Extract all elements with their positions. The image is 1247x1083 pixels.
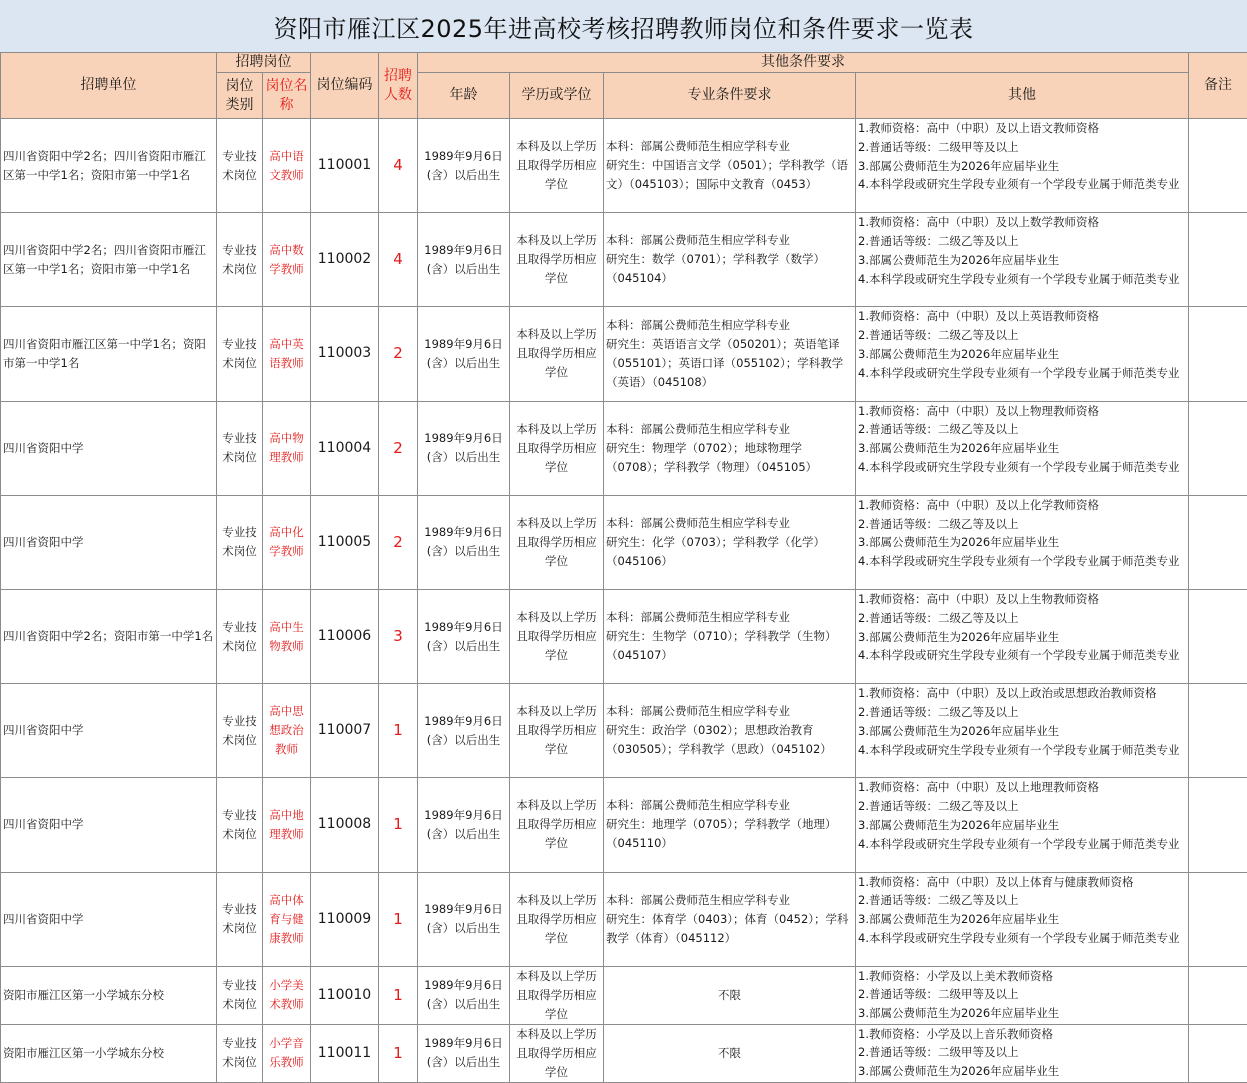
other-line: 2.普通话等级：二级乙等及以上 <box>858 703 1186 722</box>
post-type-cell: 专业技术岗位 <box>217 872 263 966</box>
other-line: 1.教师资格：小学及以上美术教师资格 <box>858 967 1186 986</box>
other-line: 1.教师资格：高中（中职）及以上地理教师资格 <box>858 778 1186 797</box>
table-row <box>1 401 1247 495</box>
post-type-cell: 专业技术岗位 <box>217 1024 263 1082</box>
other-line: 4.本科学段或研究生学段专业须有一个学段专业属于师范类专业 <box>858 364 1186 383</box>
remark-cell <box>1189 307 1247 401</box>
other-line: 1.教师资格：高中（中职）及以上政治或思想政治教师资格 <box>858 684 1186 703</box>
major-line: 本科：部属公费师范生相应学科专业 <box>606 514 853 533</box>
other-line: 1.教师资格：高中（中职）及以上生物教师资格 <box>858 590 1186 609</box>
table-row <box>1 495 1247 589</box>
major-line: 本科：部属公费师范生相应学科专业 <box>606 608 853 627</box>
table-row <box>1 307 1247 401</box>
table-body <box>1 119 1247 1083</box>
remark-cell <box>1189 778 1247 872</box>
table-row <box>1 119 1247 213</box>
header-other: 其他 <box>856 73 1189 119</box>
count-cell: 1 <box>379 1024 418 1082</box>
other-line: 2.普通话等级：二级甲等及以上 <box>858 1043 1186 1062</box>
post-name-cell: 高中语文教师 <box>263 119 311 213</box>
other-line: 4.本科学段或研究生学段专业须有一个学段专业属于师范类专业 <box>858 835 1186 854</box>
education-cell: 本科及以上学历且取得学历相应学位 <box>510 872 604 966</box>
major-cell <box>604 307 856 401</box>
major-line: 本科：部属公费师范生相应学科专业 <box>606 796 853 815</box>
post-name-cell: 高中生物教师 <box>263 589 311 683</box>
post-type-cell: 专业技术岗位 <box>217 966 263 1024</box>
post-code-cell: 110010 <box>311 966 379 1024</box>
header-post-type: 岗位类别 <box>217 73 263 119</box>
other-line: 1.教师资格：小学及以上音乐教师资格 <box>858 1025 1186 1044</box>
other-line: 1.教师资格：高中（中职）及以上英语教师资格 <box>858 307 1186 326</box>
other-cell <box>856 213 1189 307</box>
other-line: 3.部属公费师范生为2026年应届毕业生 <box>858 533 1186 552</box>
remark-cell <box>1189 119 1247 213</box>
count-cell: 3 <box>379 589 418 683</box>
other-line: 4.本科学段或研究生学段专业须有一个学段专业属于师范类专业 <box>858 270 1186 289</box>
other-cell <box>856 684 1189 778</box>
remark-cell <box>1189 684 1247 778</box>
age-cell: 1989年9月6日(含）以后出生 <box>418 684 510 778</box>
remark-cell <box>1189 872 1247 966</box>
remark-cell <box>1189 495 1247 589</box>
post-type-cell: 专业技术岗位 <box>217 589 263 683</box>
header-education: 学历或学位 <box>510 73 604 119</box>
post-type-cell: 专业技术岗位 <box>217 213 263 307</box>
count-cell: 1 <box>379 778 418 872</box>
major-line: 研究生：数学（0701）；学科教学（数学）（045104） <box>606 250 853 288</box>
post-name-cell: 高中思想政治教师 <box>263 684 311 778</box>
post-type-cell: 专业技术岗位 <box>217 684 263 778</box>
header-post-group: 招聘岗位 <box>217 53 311 73</box>
post-type-cell: 专业技术岗位 <box>217 401 263 495</box>
header-remark: 备注 <box>1189 53 1247 119</box>
other-cell <box>856 307 1189 401</box>
other-line: 4.本科学段或研究生学段专业须有一个学段专业属于师范类专业 <box>858 458 1186 477</box>
post-code-cell: 110006 <box>311 589 379 683</box>
age-cell: 1989年9月6日(含）以后出生 <box>418 589 510 683</box>
other-cell <box>856 778 1189 872</box>
major-cell <box>604 1024 856 1082</box>
table-row <box>1 1024 1247 1082</box>
education-cell: 本科及以上学历且取得学历相应学位 <box>510 307 604 401</box>
unit-cell: 四川省资阳中学2名；四川省资阳市雁江区第一中学1名；资阳市第一中学1名 <box>1 213 217 307</box>
unit-cell: 四川省资阳中学 <box>1 401 217 495</box>
post-type-cell: 专业技术岗位 <box>217 307 263 401</box>
post-name-cell: 高中数学教师 <box>263 213 311 307</box>
count-cell: 4 <box>379 119 418 213</box>
major-line: 本科：部属公费师范生相应学科专业 <box>606 231 853 250</box>
post-name-cell: 高中体育与健康教师 <box>263 872 311 966</box>
major-cell <box>604 966 856 1024</box>
post-code-cell: 110008 <box>311 778 379 872</box>
major-line: 研究生：政治学（0302）；思想政治教育（030505）；学科教学（思政）（045102） <box>606 721 853 759</box>
education-cell: 本科及以上学历且取得学历相应学位 <box>510 401 604 495</box>
other-line: 4.本科学段或研究生学段专业须有一个学段专业属于师范类专业 <box>858 646 1186 665</box>
age-cell: 1989年9月6日(含）以后出生 <box>418 1024 510 1082</box>
other-line: 1.教师资格：高中（中职）及以上体育与健康教师资格 <box>858 873 1186 892</box>
unit-cell: 资阳市雁江区第一小学城东分校 <box>1 966 217 1024</box>
education-cell: 本科及以上学历且取得学历相应学位 <box>510 1024 604 1082</box>
major-cell <box>604 401 856 495</box>
education-cell: 本科及以上学历且取得学历相应学位 <box>510 589 604 683</box>
unit-cell: 资阳市雁江区第一小学城东分校 <box>1 1024 217 1082</box>
age-cell: 1989年9月6日(含）以后出生 <box>418 495 510 589</box>
other-cell <box>856 401 1189 495</box>
other-line: 4.本科学段或研究生学段专业须有一个学段专业属于师范类专业 <box>858 175 1186 194</box>
major-cell <box>604 589 856 683</box>
header-major: 专业条件要求 <box>604 73 856 119</box>
other-line: 2.普通话等级：二级甲等及以上 <box>858 138 1186 157</box>
other-line: 1.教师资格：高中（中职）及以上化学教师资格 <box>858 496 1186 515</box>
remark-cell <box>1189 966 1247 1024</box>
post-code-cell: 110005 <box>311 495 379 589</box>
table-row <box>1 778 1247 872</box>
education-cell: 本科及以上学历且取得学历相应学位 <box>510 213 604 307</box>
other-cell <box>856 495 1189 589</box>
major-line: 本科：部属公费师范生相应学科专业 <box>606 420 853 439</box>
header-age: 年龄 <box>418 73 510 119</box>
remark-cell <box>1189 213 1247 307</box>
major-line: 研究生：生物学（0710）；学科教学（生物）（045107） <box>606 627 853 665</box>
other-line: 4.本科学段或研究生学段专业须有一个学段专业属于师范类专业 <box>858 929 1186 948</box>
remark-cell <box>1189 1024 1247 1082</box>
other-line: 3.部属公费师范生为2026年应届毕业生 <box>858 910 1186 929</box>
other-line: 4.本科学段或研究生学段专业须有一个学段专业属于师范类专业 <box>858 741 1186 760</box>
other-line: 3.部属公费师范生为2026年应届毕业生 <box>858 157 1186 176</box>
post-code-cell: 110011 <box>311 1024 379 1082</box>
count-cell: 2 <box>379 307 418 401</box>
major-cell <box>604 213 856 307</box>
unit-cell: 四川省资阳中学 <box>1 684 217 778</box>
table-row <box>1 684 1247 778</box>
major-cell <box>604 119 856 213</box>
count-cell: 1 <box>379 684 418 778</box>
header-unit: 招聘单位 <box>1 53 217 119</box>
post-name-cell: 小学音乐教师 <box>263 1024 311 1082</box>
other-line: 3.部属公费师范生为2026年应届毕业生 <box>858 439 1186 458</box>
other-line: 2.普通话等级：二级乙等及以上 <box>858 797 1186 816</box>
other-line: 2.普通话等级：二级乙等及以上 <box>858 515 1186 534</box>
other-line: 3.部属公费师范生为2026年应届毕业生 <box>858 1062 1186 1081</box>
table-row <box>1 872 1247 966</box>
other-line: 3.部属公费师范生为2026年应届毕业生 <box>858 628 1186 647</box>
header-post-code: 岗位编码 <box>311 53 379 119</box>
other-line: 3.部属公费师范生为2026年应届毕业生 <box>858 722 1186 741</box>
header-other-group: 其他条件要求 <box>418 53 1189 73</box>
age-cell: 1989年9月6日(含）以后出生 <box>418 213 510 307</box>
unit-cell: 四川省资阳市雁江区第一中学1名；资阳市第一中学1名 <box>1 307 217 401</box>
education-cell: 本科及以上学历且取得学历相应学位 <box>510 966 604 1024</box>
education-cell: 本科及以上学历且取得学历相应学位 <box>510 778 604 872</box>
unit-cell: 四川省资阳中学2名；资阳市第一中学1名 <box>1 589 217 683</box>
unit-cell: 四川省资阳中学2名；四川省资阳市雁江区第一中学1名；资阳市第一中学1名 <box>1 119 217 213</box>
major-line: 本科：部属公费师范生相应学科专业 <box>606 891 853 910</box>
other-line: 1.教师资格：高中（中职）及以上语文教师资格 <box>858 119 1186 138</box>
page-title: 资阳市雁江区2025年进高校考核招聘教师岗位和条件要求一览表 <box>273 9 973 44</box>
post-code-cell: 110003 <box>311 307 379 401</box>
post-code-cell: 110004 <box>311 401 379 495</box>
unit-cell: 四川省资阳中学 <box>1 778 217 872</box>
other-line: 2.普通话等级：二级乙等及以上 <box>858 326 1186 345</box>
other-line: 2.普通话等级：二级乙等及以上 <box>858 609 1186 628</box>
post-type-cell: 专业技术岗位 <box>217 119 263 213</box>
recruitment-table <box>0 52 1247 1083</box>
other-cell <box>856 119 1189 213</box>
major-line: 本科：部属公费师范生相应学科专业 <box>606 702 853 721</box>
age-cell: 1989年9月6日(含）以后出生 <box>418 119 510 213</box>
major-cell <box>604 495 856 589</box>
post-code-cell: 110001 <box>311 119 379 213</box>
other-line: 2.普通话等级：二级乙等及以上 <box>858 420 1186 439</box>
post-code-cell: 110007 <box>311 684 379 778</box>
unit-cell: 四川省资阳中学 <box>1 872 217 966</box>
table-row <box>1 589 1247 683</box>
post-name-cell: 高中化学教师 <box>263 495 311 589</box>
header-count: 招聘人数 <box>379 53 418 119</box>
post-type-cell: 专业技术岗位 <box>217 778 263 872</box>
unit-cell: 四川省资阳中学 <box>1 495 217 589</box>
count-cell: 1 <box>379 966 418 1024</box>
major-line: 研究生：地理学（0705）；学科教学（地理）（045110） <box>606 815 853 853</box>
education-cell: 本科及以上学历且取得学历相应学位 <box>510 495 604 589</box>
other-line: 3.部属公费师范生为2026年应届毕业生 <box>858 345 1186 364</box>
major-cell <box>604 778 856 872</box>
major-cell <box>604 872 856 966</box>
other-line: 3.部属公费师范生为2026年应届毕业生 <box>858 1004 1186 1023</box>
count-cell: 2 <box>379 495 418 589</box>
other-line: 2.普通话等级：二级乙等及以上 <box>858 891 1186 910</box>
major-line: 研究生：物理学（0702）；地球物理学（0708）；学科教学（物理）（045105） <box>606 439 853 477</box>
major-line: 研究生：体育学（0403）；体育（0452）；学科教学（体育）（045112） <box>606 910 853 948</box>
major-line: 本科：部属公费师范生相应学科专业 <box>606 316 853 335</box>
page-title-bar <box>0 0 1247 53</box>
age-cell: 1989年9月6日(含）以后出生 <box>418 307 510 401</box>
major-line: 研究生：英语语言文学（050201）；英语笔译（055101）；英语口译（055102）；学科教学（英语）（045108） <box>606 335 853 392</box>
major-cell <box>604 684 856 778</box>
major-line: 不限 <box>606 1044 853 1063</box>
major-line: 本科：部属公费师范生相应学科专业 <box>606 137 853 156</box>
post-name-cell: 高中英语教师 <box>263 307 311 401</box>
age-cell: 1989年9月6日(含）以后出生 <box>418 966 510 1024</box>
other-line: 4.本科学段或研究生学段专业须有一个学段专业属于师范类专业 <box>858 552 1186 571</box>
age-cell: 1989年9月6日(含）以后出生 <box>418 872 510 966</box>
education-cell: 本科及以上学历且取得学历相应学位 <box>510 684 604 778</box>
post-name-cell: 高中物理教师 <box>263 401 311 495</box>
count-cell: 2 <box>379 401 418 495</box>
remark-cell <box>1189 401 1247 495</box>
major-line: 研究生：中国语言文学（0501）；学科教学（语文）（045103）；国际中文教育（0453） <box>606 156 853 194</box>
post-code-cell: 110009 <box>311 872 379 966</box>
count-cell: 1 <box>379 872 418 966</box>
remark-cell <box>1189 589 1247 683</box>
other-line: 1.教师资格：高中（中职）及以上数学教师资格 <box>858 213 1186 232</box>
other-line: 2.普通话等级：二级乙等及以上 <box>858 232 1186 251</box>
table-row <box>1 213 1247 307</box>
education-cell: 本科及以上学历且取得学历相应学位 <box>510 119 604 213</box>
table-row <box>1 966 1247 1024</box>
major-line: 不限 <box>606 986 853 1005</box>
post-name-cell: 小学美术教师 <box>263 966 311 1024</box>
other-line: 1.教师资格：高中（中职）及以上物理教师资格 <box>858 402 1186 421</box>
header-post-name: 岗位名称 <box>263 73 311 119</box>
other-cell <box>856 966 1189 1024</box>
post-code-cell: 110002 <box>311 213 379 307</box>
age-cell: 1989年9月6日(含）以后出生 <box>418 778 510 872</box>
other-cell <box>856 872 1189 966</box>
other-line: 3.部属公费师范生为2026年应届毕业生 <box>858 251 1186 270</box>
other-line: 2.普通话等级：二级甲等及以上 <box>858 985 1186 1004</box>
post-type-cell: 专业技术岗位 <box>217 495 263 589</box>
post-name-cell: 高中地理教师 <box>263 778 311 872</box>
major-line: 研究生：化学（0703）；学科教学（化学）（045106） <box>606 533 853 571</box>
other-cell <box>856 1024 1189 1082</box>
other-line: 3.部属公费师范生为2026年应届毕业生 <box>858 816 1186 835</box>
other-cell <box>856 589 1189 683</box>
count-cell: 4 <box>379 213 418 307</box>
age-cell: 1989年9月6日(含）以后出生 <box>418 401 510 495</box>
